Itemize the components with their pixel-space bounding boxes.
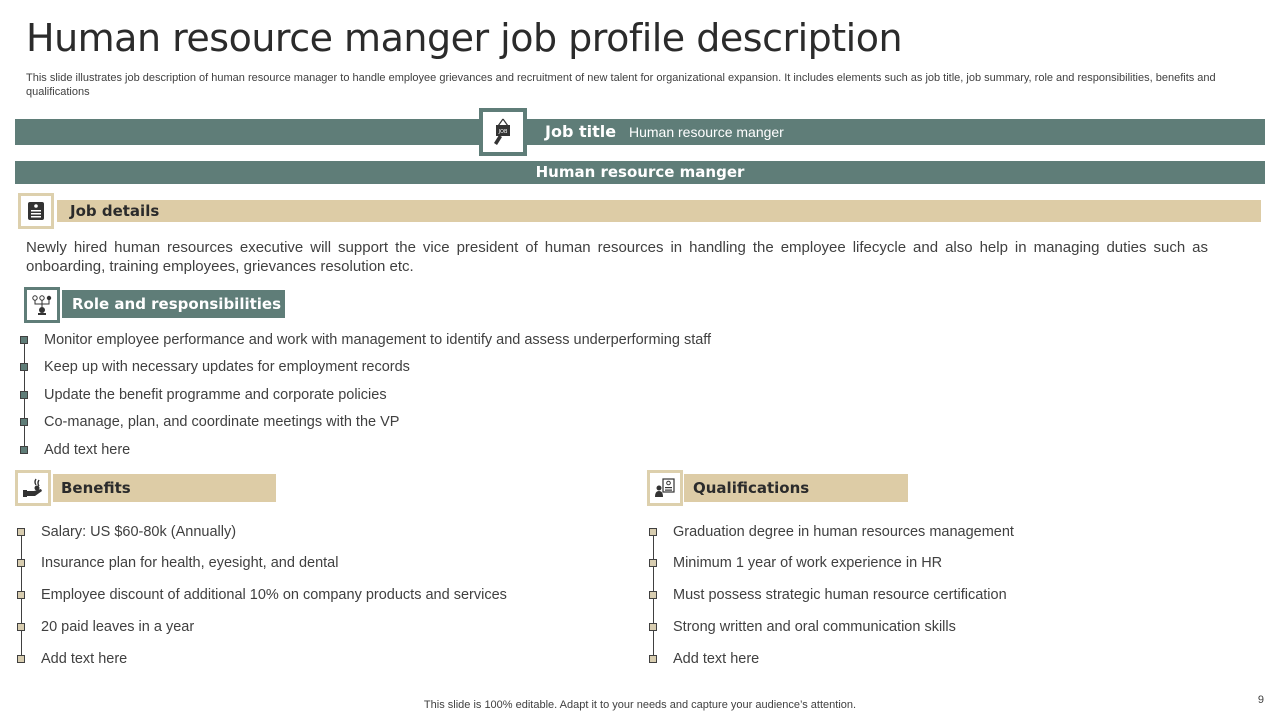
benefits-heading: Benefits — [53, 474, 276, 502]
id-card-icon — [18, 193, 54, 229]
job-details-heading: Job details — [57, 200, 1261, 222]
roles-heading: Role and responsibilities — [62, 290, 285, 318]
slide-title: Human resource manger job profile description — [26, 16, 903, 60]
job-sign-icon — [479, 108, 527, 156]
job-details-text: Newly hired human resources executive will support the vice president of human resources in handling the employee lifecycle and also help in managing duties such as onboarding, training employees, grievances resolution etc. — [26, 239, 1208, 275]
hand-money-plant-icon — [15, 470, 51, 506]
qualifications-heading: Qualifications — [684, 474, 908, 502]
job-title-label: Job title — [545, 122, 617, 141]
role-banner: Human resource manger — [15, 161, 1265, 184]
slide-subtitle: This slide illustrates job description of human resource manager to handle employee grievances and recruitment of new talent for organizational expansion. It includes elements such as job title, job summary, role and responsibilities, benefits and qualifications — [26, 72, 1216, 98]
slide-footer: This slide is 100% editable. Adapt it to your needs and capture your audience’s attention. — [423, 699, 857, 711]
certificate-person-icon — [647, 470, 683, 506]
page-number: 9 — [1257, 694, 1264, 706]
org-hierarchy-icon — [24, 287, 60, 323]
job-title-value: Human resource manger — [629, 124, 784, 140]
svg-text:JOB: JOB — [498, 129, 508, 135]
